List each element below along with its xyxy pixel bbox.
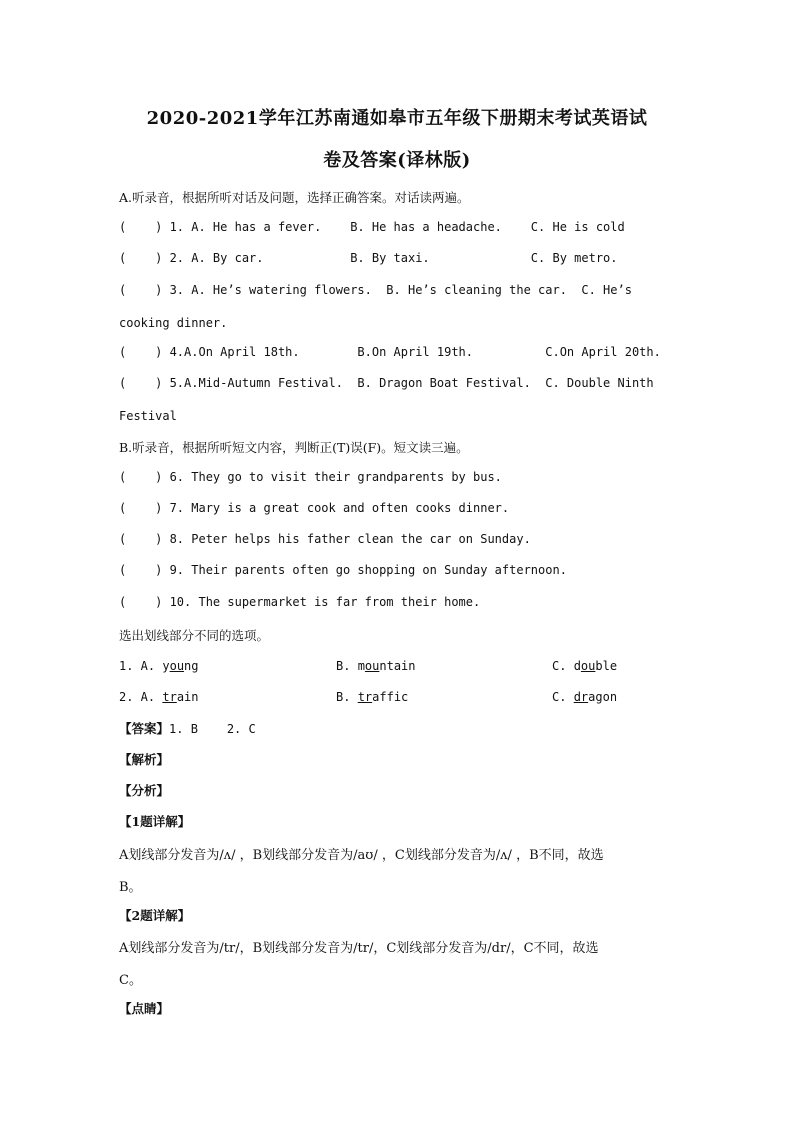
question-5: ( ) 5.A.Mid-Autumn Festival. B. Dragon Boat Festival. C. Double Ninth <box>119 376 654 390</box>
analysis-heading: 【解析】 <box>119 752 170 767</box>
answer-label: 【答案】 <box>119 721 170 736</box>
question-9: ( ) 9. Their parents often go shopping on Sunday afternoon. <box>119 563 567 577</box>
question-10: ( ) 10. The supermarket is far from their home. <box>119 595 481 609</box>
doc-title-line2: 卷及答案(译林版) <box>323 150 471 171</box>
detail-2-text: A划线部分发音为/tr/，B划线部分发音为/tr/，C划线部分发音为/dr/，C不同，故选 <box>119 941 599 956</box>
question-3: ( ) 3. A. He’s watering flowers. B. He’s cleaning the car. C. He’s <box>119 283 632 297</box>
phonics-2-option-a: 2. A. train <box>119 690 199 704</box>
phonics-2-option-b: B. traffic <box>336 690 409 704</box>
section-a-instruction: A.听录音，根据所听对话及问题，选择正确答案。对话读两遍。 <box>119 190 470 205</box>
question-4: ( ) 4.A.On April 18th. B.On April 19th. C.On April 20th. <box>119 345 661 359</box>
phonics-1-option-b: B. mountain <box>336 659 416 673</box>
detail-2-heading: 【2题详解】 <box>119 908 191 923</box>
phonics-1-option-a: 1. A. young <box>119 659 199 673</box>
phonics-1-option-c: C. double <box>552 659 618 673</box>
section-c-instruction: 选出划线部分不同的选项。 <box>119 628 270 643</box>
detail-2-text-cont: C。 <box>119 973 142 988</box>
question-2: ( ) 2. A. By car. B. By taxi. C. By metro. <box>119 251 618 265</box>
question-6: ( ) 6. They go to visit their grandparents by bus. <box>119 470 502 484</box>
dianjing-heading: 【点睛】 <box>119 1001 170 1016</box>
doc-title-line1: 2020-2021学年江苏南通如皋市五年级下册期末考试英语试 <box>146 108 648 129</box>
phonics-2-option-c: C. dragon <box>552 690 618 704</box>
question-7: ( ) 7. Mary is a great cook and often cooks dinner. <box>119 501 510 515</box>
detail-1-heading: 【1题详解】 <box>119 814 191 829</box>
answer-text: 1. B 2. C <box>169 722 256 736</box>
section-b-instruction: B.听录音，根据所听短文内容，判断正(T)误(F)。短文读三遍。 <box>119 440 469 455</box>
question-5-cont: Festival <box>119 409 177 423</box>
detail-1-text: A划线部分发音为/ʌ/ ，B划线部分发音为/aʊ/ ，C划线部分发音为/ʌ/ ，B不同，故选 <box>119 848 604 863</box>
answer-line <box>119 719 256 737</box>
detail-1-text-cont: B。 <box>119 880 142 895</box>
question-8: ( ) 8. Peter helps his father clean the car on Sunday. <box>119 532 531 546</box>
question-1: ( ) 1. A. He has a fever. B. He has a headache. C. He is cold <box>119 220 625 234</box>
question-3-cont: cooking dinner. <box>119 316 228 330</box>
fenxi-heading: 【分析】 <box>119 783 170 798</box>
